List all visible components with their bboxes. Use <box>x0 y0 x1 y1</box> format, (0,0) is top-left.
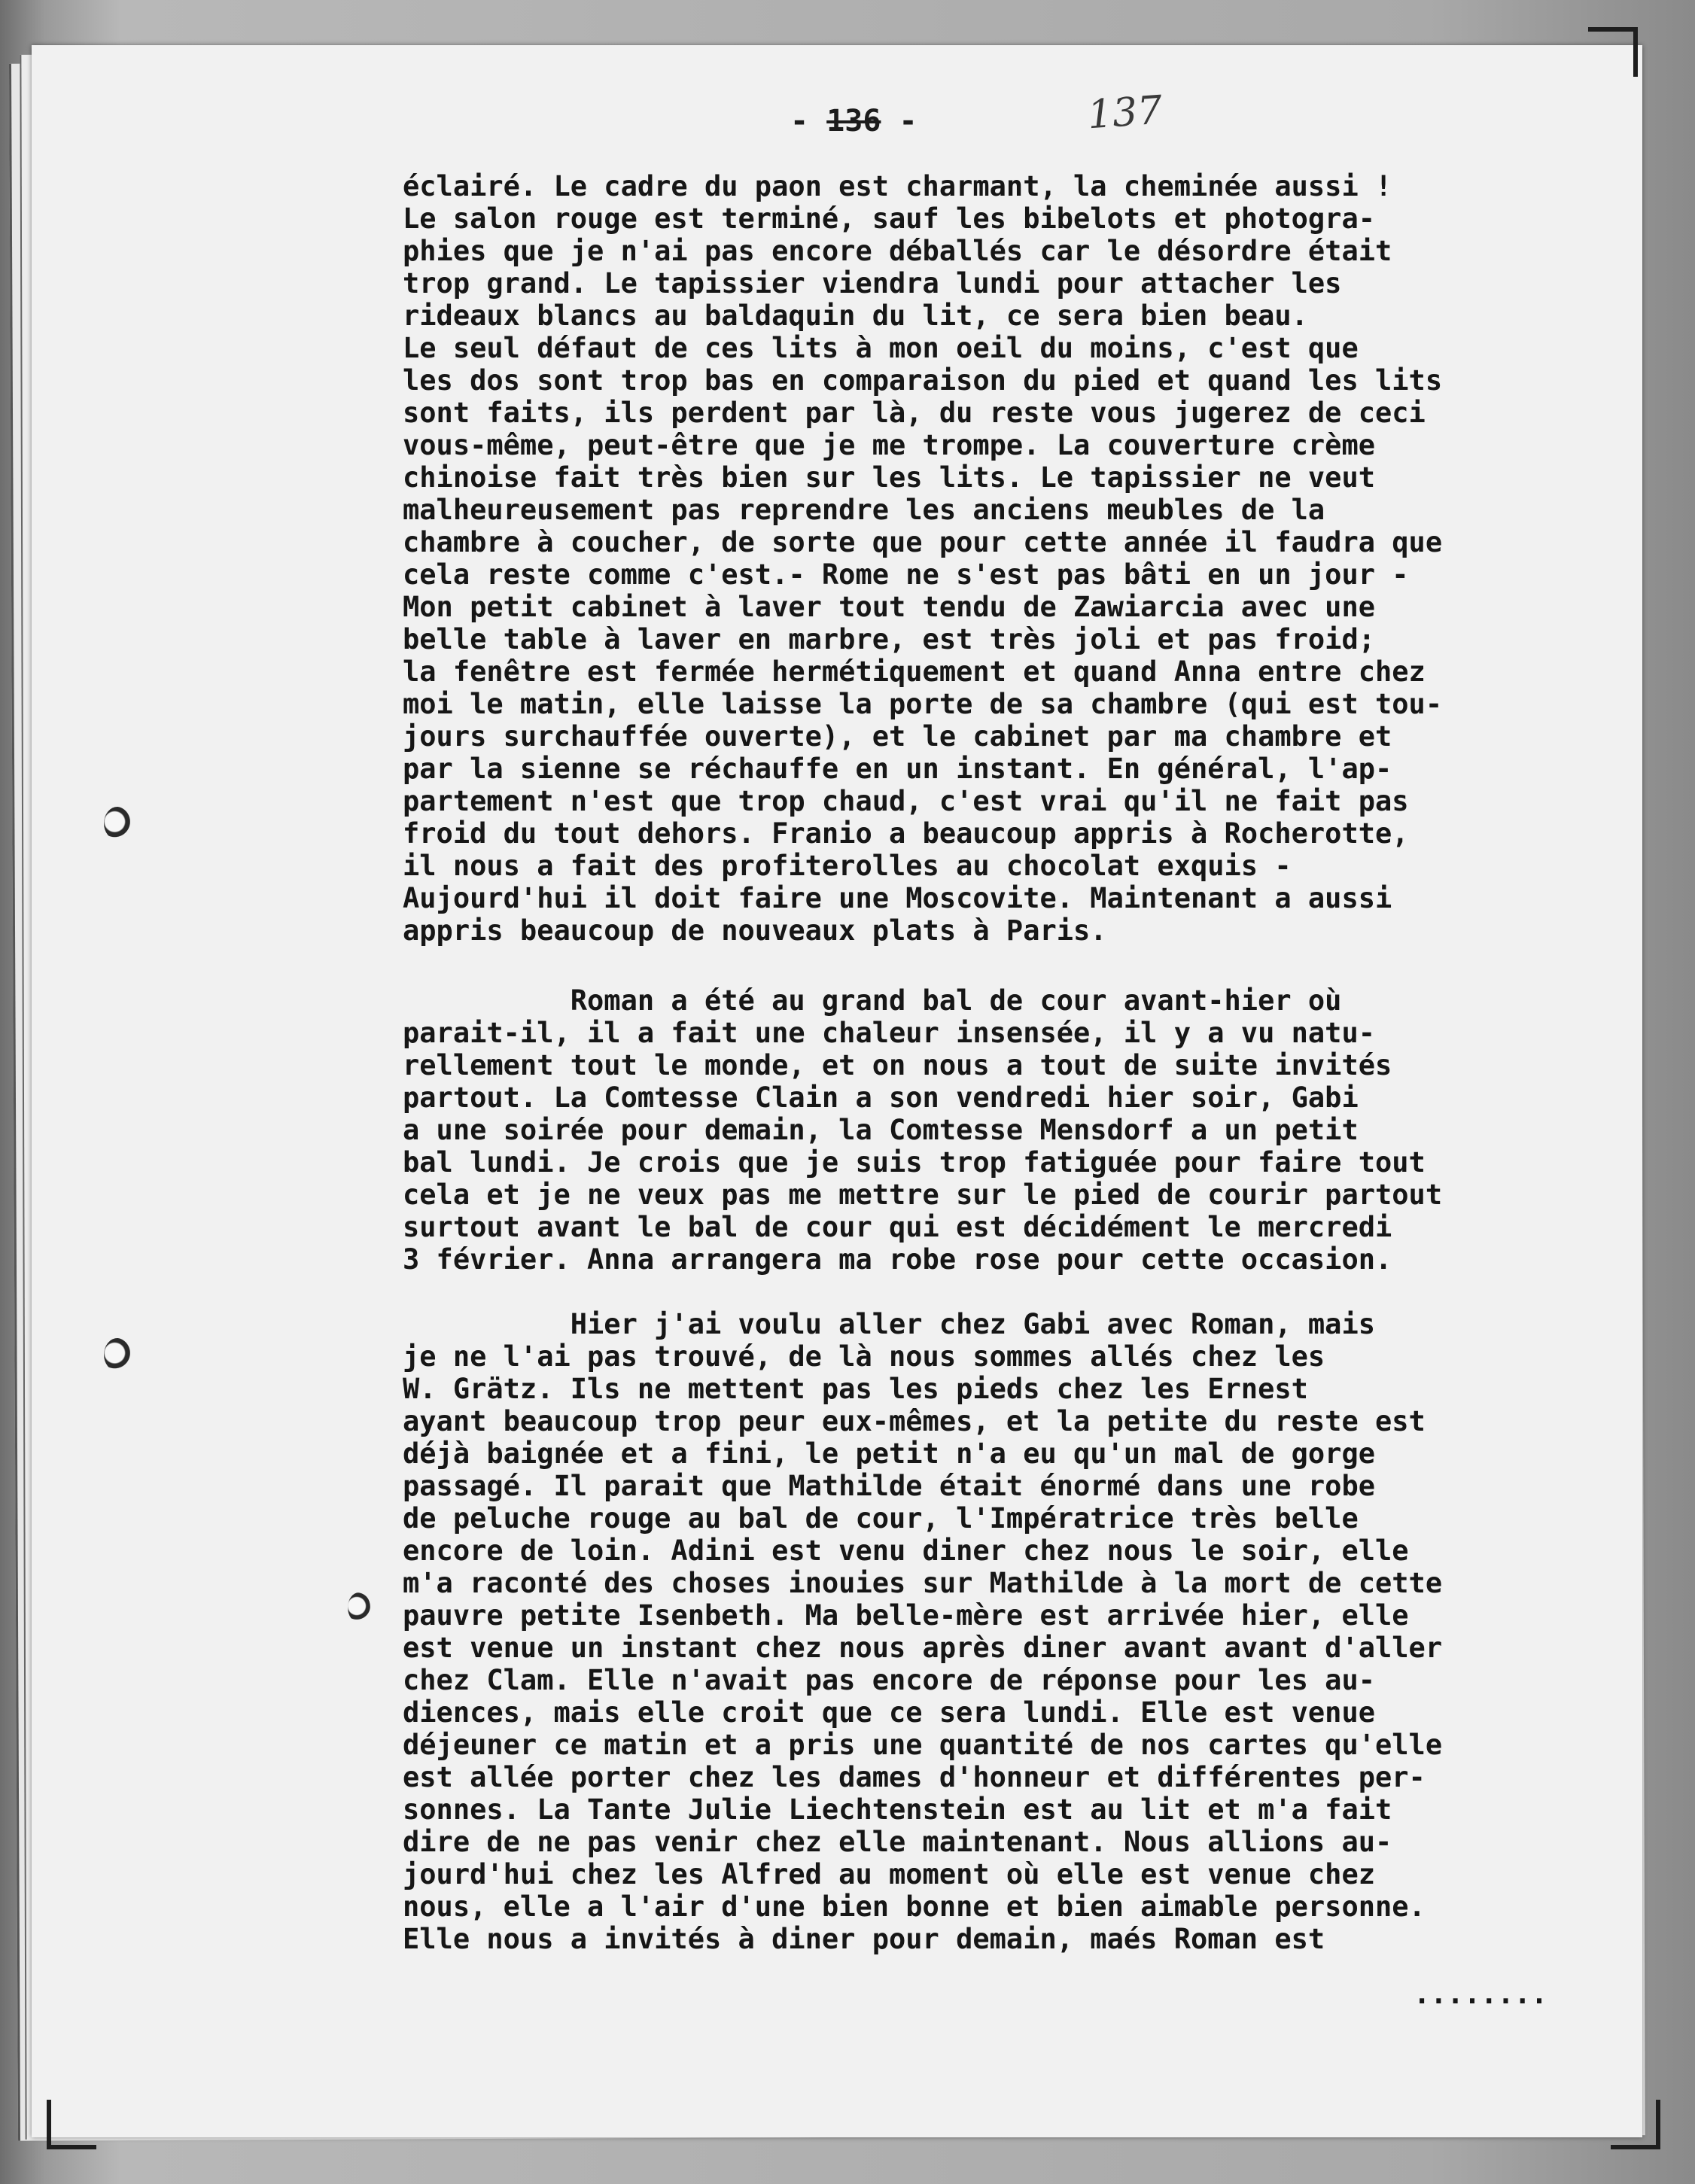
struck-page-number: 136 <box>826 104 881 138</box>
punch-hole <box>104 807 131 840</box>
crop-mark-top-right <box>1588 27 1638 77</box>
page-number: - 136 - <box>790 104 917 138</box>
paragraph-1: éclairé. Le cadre du paon est charmant, la cheminée aussi ! Le salon rouge est terminé, sauf les bibelots et photogra- phies que je n'ai pas encore déballés car le désordre était trop grand. Le tapissier viendra lundi pour attacher les rideaux blancs au baldaquin du lit, ce sera bien beau. Le seul défaut de ces lits à mon oeil du moins, c'est que les dos sont trop bas en comparaison du pied et quand les lits sont faits, ils perdent par là, du reste vous jugerez de ceci vous-même, peut-être que je me trompe. La couverture crème chinoise fait très bien sur les lits. Le tapissier ne veut malheureusement pas reprendre les anciens meubles de la chambre à coucher, de sorte que pour cette année il faudra que cela reste comme c'est.- Rome ne s'est pas bâti en un jour - Mon petit cabinet à laver tout tendu de Zawiarcia avec une belle table à laver en marbre, est très joli et pas froid; la fenêtre est fermée hermétiquement et quand Anna entre chez moi le matin, elle laisse la porte de sa chambre (qui est tou- jours surchauffée ouverte), et le cabinet par ma chambre et par la sienne se réchauffe en un instant. En général, l'ap- partement n'est que trop chaud, c'est vrai qu'il ne fait pas froid du tout dehors. Franio a beaucoup appris à Rocherotte, il nous a fait des profiterolles au chocolat exquis - Aujourd'hui il doit faire une Moscovite. Maintenant a aussi appris beaucoup de nouveaux plats à Paris. <box>403 170 1443 947</box>
paragraph-3: Hier j'ai voulu aller chez Gabi avec Roman, mais je ne l'ai pas trouvé, de là nous sommes allés chez les W. Grätz. Ils ne mettent pas les pieds chez les Ernest ayant beaucoup trop peur eux-mêmes, et la petite du reste est déjà baignée et a fini, le petit n'a eu qu'un mal de gorge passagé. Il parait que Mathilde était énormé dans une robe de peluche rouge au bal de cour, l'Impératrice très belle encore de loin. Adini est venu diner chez nous le soir, elle m'a raconté des choses inouies sur Mathilde à la mort de cette pauvre petite Isenbeth. Ma belle-mère est arrivée hier, elle est venue un instant chez nous après diner avant avant d'aller chez Clam. Elle n'avait pas encore de réponse pour les au- diences, mais elle croit que ce sera lundi. Elle est venue déjeuner ce matin et a pris une quantité de nos cartes qu'elle est allée porter chez les dames d'honneur et différentes per- sonnes. La Tante Julie Liechtenstein est au lit et m'a fait dire de ne pas venir chez elle maintenant. Nous allions au- jourd'hui chez les Alfred au moment où elle est venue chez nous, elle a l'air d'une bien bonne et bien aimable personne. Elle nous a invités à diner pour demain, maés Roman est <box>403 1308 1443 1955</box>
continuation-dots: ........ <box>1414 1978 1548 2010</box>
punch-hole <box>348 1592 370 1623</box>
paragraph-2: Roman a été au grand bal de cour avant-hier où parait-il, il a fait une chaleur insensée, il y a vu natu- rellement tout le monde, et on nous a tout de suite invités partout. La Comtesse Clain a son vendredi hier soir, Gabi a une soirée pour demain, la Comtesse Mensdorf a un petit bal lundi. Je crois que je suis trop fatiguée pour faire tout cela et je ne veux pas me mettre sur le pied de courir partout surtout avant le bal de cour qui est décidément le mercredi 3 février. Anna arrangera ma robe rose pour cette occasion. <box>403 984 1443 1276</box>
handwritten-page-number: 137 <box>1086 87 1164 138</box>
punch-hole <box>104 1338 131 1371</box>
crop-mark-bottom-left <box>47 2100 96 2149</box>
crop-mark-bottom-right <box>1611 2100 1660 2149</box>
